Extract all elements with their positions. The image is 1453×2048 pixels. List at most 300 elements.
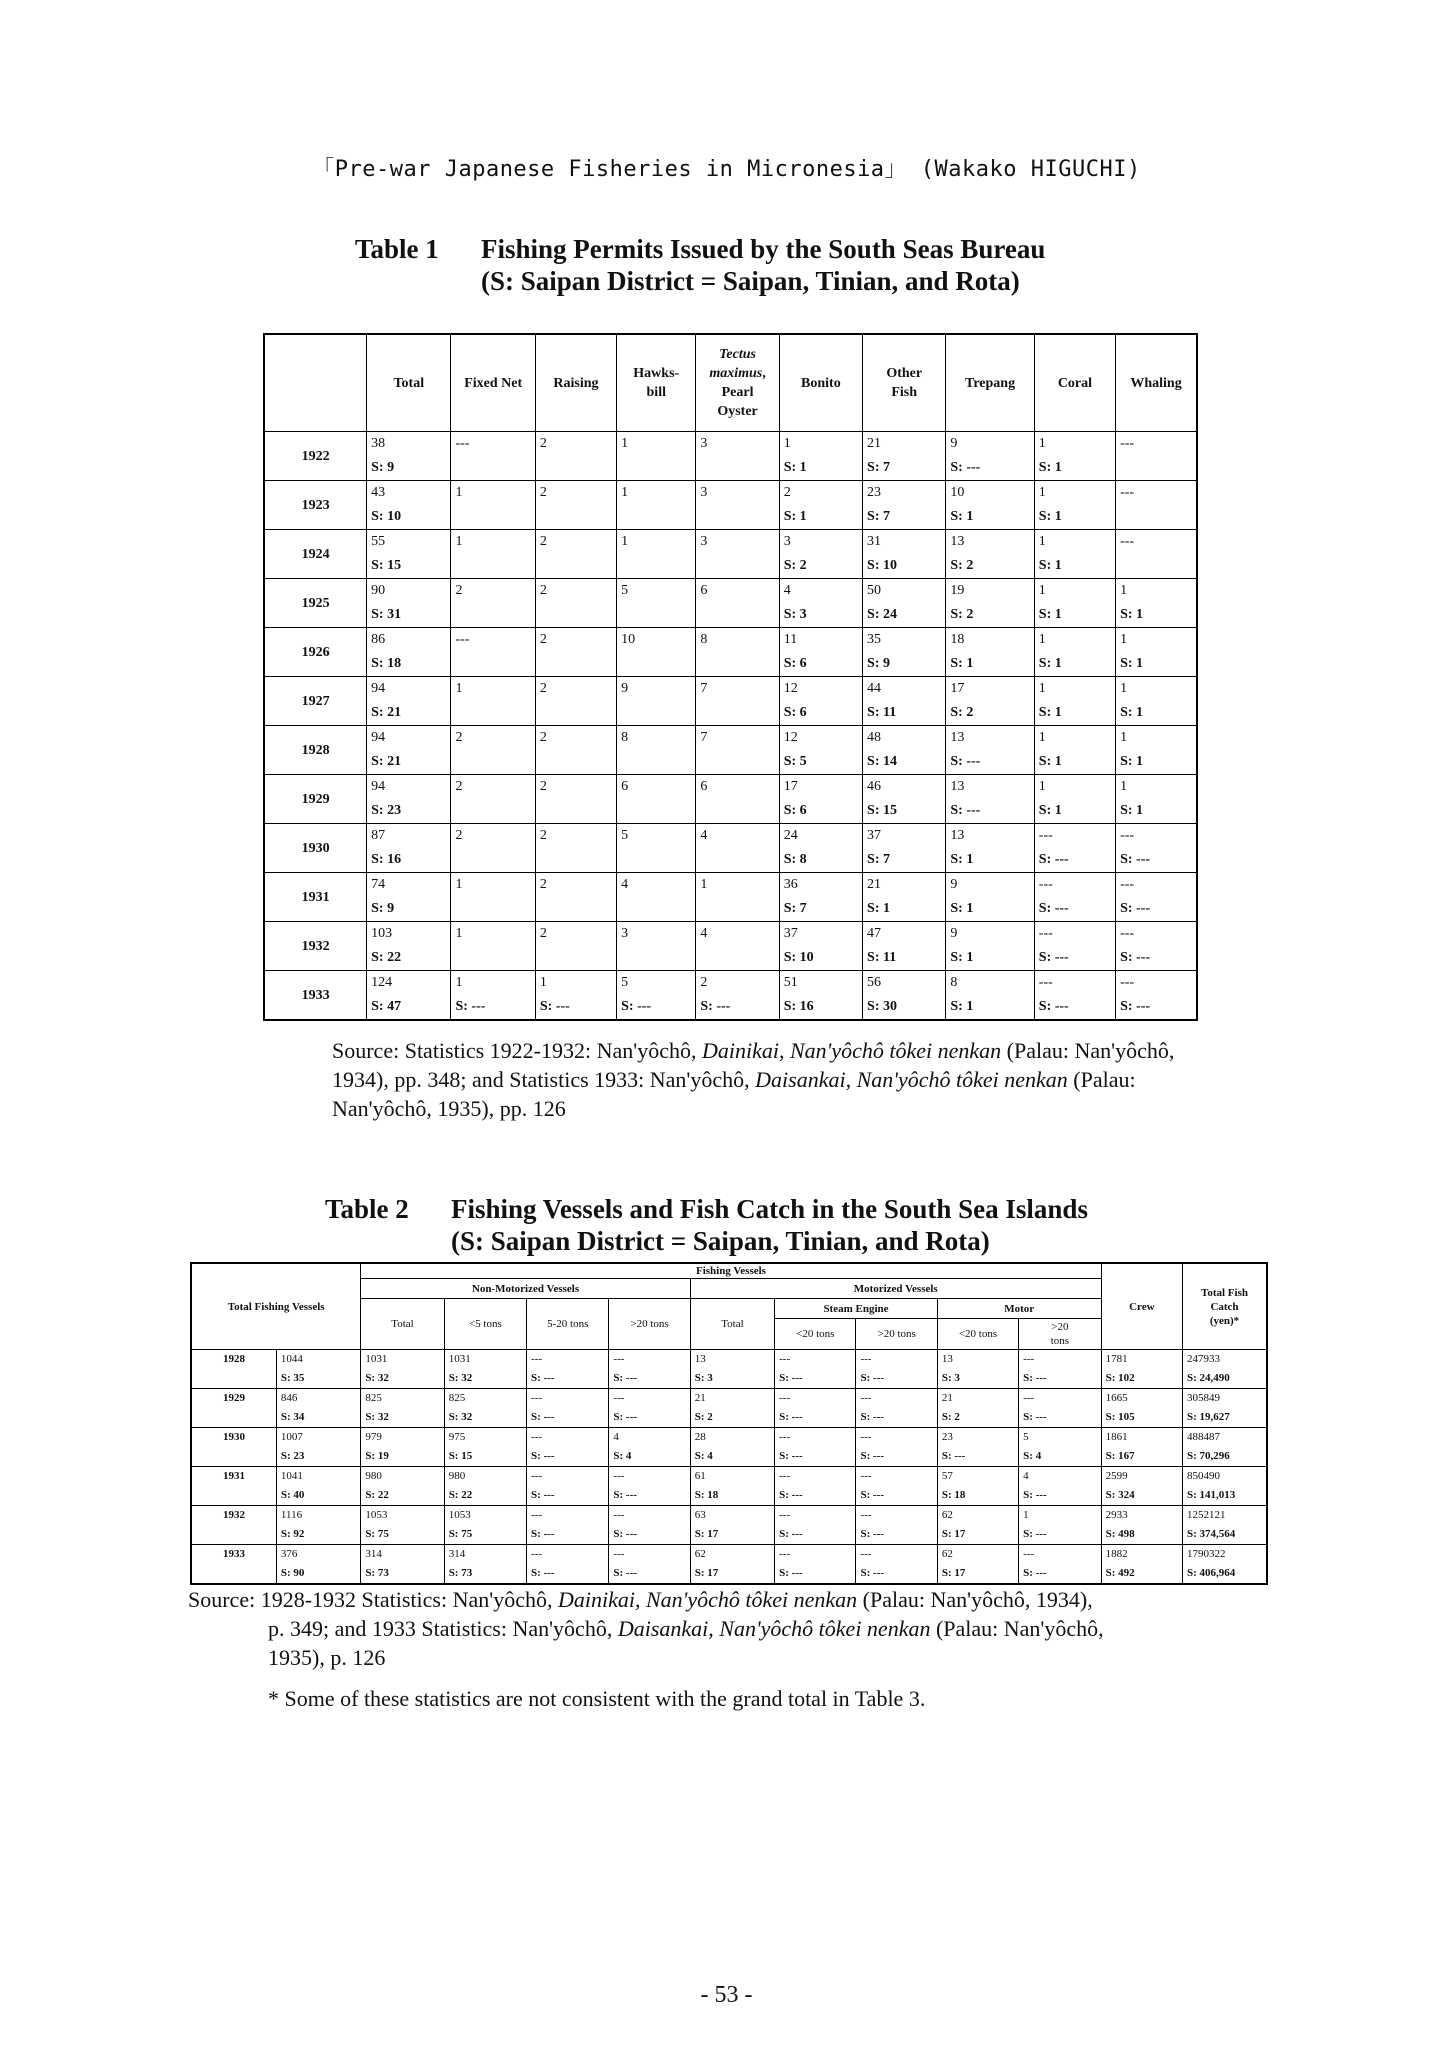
table1-cell-saipan: S: 16 xyxy=(367,848,451,873)
table2-cell: 4 xyxy=(609,1428,690,1448)
table1-cell-saipan xyxy=(1116,554,1197,579)
table2-cell: --- xyxy=(775,1467,856,1487)
table1-cell-saipan xyxy=(451,456,535,481)
table1-cell-saipan xyxy=(1116,456,1197,481)
table1-cell: 21 xyxy=(863,873,946,898)
table1-cell: 13 xyxy=(946,530,1034,555)
table2-cell: --- xyxy=(609,1545,690,1565)
table1-cell-saipan xyxy=(696,505,779,530)
table2-subtitle: (S: Saipan District = Saipan, Tinian, and Rota) xyxy=(451,1226,990,1256)
table2-cell: 28 xyxy=(690,1428,774,1448)
table1-cell: 1 xyxy=(1034,579,1115,604)
table1-cell: 6 xyxy=(696,579,779,604)
table2-cell-saipan: S: 92 xyxy=(276,1525,360,1545)
table2-cell-saipan: S: --- xyxy=(856,1447,937,1467)
table1-cell-saipan: S: 31 xyxy=(367,603,451,628)
table1-header-row xyxy=(264,334,1197,432)
table2-col-total-fish-catch: Total Fish Catch (yen)* xyxy=(1182,1263,1267,1350)
table1-cell: 4 xyxy=(696,824,779,849)
table1-cell: 2 xyxy=(696,971,779,996)
table2-row xyxy=(191,1467,1267,1487)
table1-cell-saipan: S: 1 xyxy=(946,848,1034,873)
table1-cell: --- xyxy=(1034,824,1115,849)
table1-year-cell: 1925 xyxy=(264,579,367,628)
table1-cell-saipan xyxy=(451,946,535,971)
table1-cell-saipan xyxy=(451,652,535,677)
table2-cell: 23 xyxy=(937,1428,1018,1448)
table1-cell: 50 xyxy=(863,579,946,604)
table1-cell: 2 xyxy=(535,677,616,702)
table2-cell: --- xyxy=(527,1428,609,1448)
table2-cell-saipan: S: --- xyxy=(609,1408,690,1428)
table1-cell-saipan xyxy=(535,848,616,873)
table2-cell-saipan: S: --- xyxy=(775,1564,856,1584)
table2-row-saipan xyxy=(191,1564,1267,1584)
table1-cell-saipan xyxy=(617,897,696,922)
table1-cell: 38 xyxy=(367,432,451,457)
table2-cell: --- xyxy=(856,1467,937,1487)
table2-cell: 61 xyxy=(690,1467,774,1487)
table2-cell: --- xyxy=(856,1506,937,1526)
table1-col-raising: Raising xyxy=(535,334,616,432)
table1-cell: 1 xyxy=(617,530,696,555)
table1-cell: 90 xyxy=(367,579,451,604)
table1-caption xyxy=(0,233,1453,297)
table2-caption xyxy=(0,1193,1453,1257)
table1-cell-saipan: S: 1 xyxy=(1034,750,1115,775)
table1-cell-saipan: S: 11 xyxy=(863,946,946,971)
table2-cell: --- xyxy=(1019,1389,1101,1409)
table2-cell: --- xyxy=(609,1389,690,1409)
table1-cell: 103 xyxy=(367,922,451,947)
table1-cell: 87 xyxy=(367,824,451,849)
table2-title: Fishing Vessels and Fish Catch in the South Sea Islands xyxy=(451,1194,1088,1224)
table1-cell-saipan: S: --- xyxy=(946,799,1034,824)
table1-cell: 31 xyxy=(863,530,946,555)
table1-cell: 2 xyxy=(535,873,616,898)
table1-cell: 1 xyxy=(617,481,696,506)
table1-cell-saipan: S: 9 xyxy=(367,456,451,481)
table1-cell-saipan xyxy=(451,848,535,873)
table1-cell: 1 xyxy=(1116,579,1197,604)
table2-cell: 979 xyxy=(361,1428,444,1448)
table1-cell: 1 xyxy=(1034,726,1115,751)
table1-cell: 94 xyxy=(367,677,451,702)
table1-cell: 1 xyxy=(451,971,535,996)
table2-cell-saipan: S: 19,627 xyxy=(1182,1408,1267,1428)
table2-cell-saipan: S: --- xyxy=(1019,1564,1101,1584)
table1-row xyxy=(264,873,1197,898)
table1-cell-saipan xyxy=(617,946,696,971)
table2-cell: 980 xyxy=(444,1467,526,1487)
table2-cell: 57 xyxy=(937,1467,1018,1487)
table1-year-cell: 1928 xyxy=(264,726,367,775)
table1-col-whaling: Whaling xyxy=(1116,334,1197,432)
table1-cell: --- xyxy=(1116,824,1197,849)
table2-cell-saipan: S: --- xyxy=(527,1525,609,1545)
table1-cell: 1 xyxy=(696,873,779,898)
table1-cell: 2 xyxy=(535,726,616,751)
table1-cell-saipan: S: 1 xyxy=(1034,652,1115,677)
table1-cell-saipan: S: 9 xyxy=(863,652,946,677)
table1-cell: 1 xyxy=(451,481,535,506)
table2-cell-saipan: S: --- xyxy=(1019,1525,1101,1545)
table1-cell: 2 xyxy=(451,579,535,604)
table1-cell-saipan xyxy=(451,750,535,775)
table1-cell-saipan xyxy=(696,652,779,677)
table2-year-cell: 1932 xyxy=(191,1506,276,1545)
table1-cell-saipan: S: 1 xyxy=(946,897,1034,922)
table1-cell-saipan: S: --- xyxy=(451,995,535,1020)
table2-cell-saipan: S: 4 xyxy=(1019,1447,1101,1467)
table1-cell-saipan xyxy=(617,456,696,481)
table1-cell-saipan: S: 18 xyxy=(367,652,451,677)
table1-cell-saipan xyxy=(535,652,616,677)
table1-cell-saipan: S: 16 xyxy=(779,995,862,1020)
table1-row-saipan xyxy=(264,897,1197,922)
table1-cell: 1 xyxy=(451,530,535,555)
table1-cell: 6 xyxy=(617,775,696,800)
table1-cell-saipan xyxy=(696,554,779,579)
table1-cell-saipan: S: --- xyxy=(1116,897,1197,922)
table1-cell-saipan: S: 15 xyxy=(367,554,451,579)
table2-cell-saipan: S: --- xyxy=(937,1447,1018,1467)
table1-row-saipan xyxy=(264,848,1197,873)
table2-cell-saipan: S: --- xyxy=(527,1408,609,1428)
table1 xyxy=(263,333,1198,1021)
table1-cell: 1 xyxy=(451,677,535,702)
table2-cell-saipan: S: 22 xyxy=(361,1486,444,1506)
table2-cell-saipan: S: 22 xyxy=(444,1486,526,1506)
table2-cell-saipan: S: 17 xyxy=(690,1525,774,1545)
table2-cell: 13 xyxy=(937,1350,1018,1370)
table2-cell-saipan: S: 17 xyxy=(937,1564,1018,1584)
table1-row-saipan xyxy=(264,701,1197,726)
table1-cell: 9 xyxy=(946,873,1034,898)
table1-cell-saipan: S: 1 xyxy=(1034,505,1115,530)
table1-cell-saipan xyxy=(535,456,616,481)
table1-cell: 8 xyxy=(696,628,779,653)
table1-cell: 12 xyxy=(779,726,862,751)
table2-cell-saipan: S: 32 xyxy=(361,1369,444,1389)
table1-cell-saipan: S: 1 xyxy=(1034,554,1115,579)
table1-cell: 13 xyxy=(946,824,1034,849)
table2-cell: 1053 xyxy=(361,1506,444,1526)
table2-cell-saipan: S: 17 xyxy=(690,1564,774,1584)
table1-cell: 1 xyxy=(779,432,862,457)
table1-cell: 1 xyxy=(451,873,535,898)
table1-cell-saipan xyxy=(451,799,535,824)
table1-cell-saipan: S: 10 xyxy=(863,554,946,579)
table1-cell-saipan: S: --- xyxy=(617,995,696,1020)
table2-cell-saipan: S: 73 xyxy=(444,1564,526,1584)
table1-cell: 4 xyxy=(617,873,696,898)
table2-cell: 314 xyxy=(361,1545,444,1565)
table2-cell-saipan: S: 18 xyxy=(937,1486,1018,1506)
table2-cell: 1031 xyxy=(444,1350,526,1370)
table1-label: Table 1 xyxy=(355,234,439,264)
table2-cell: 1041 xyxy=(276,1467,360,1487)
table1-row-saipan xyxy=(264,750,1197,775)
table2-cell: 1031 xyxy=(361,1350,444,1370)
table1-col-coral: Coral xyxy=(1034,334,1115,432)
table2-cell: --- xyxy=(856,1350,937,1370)
table1-cell-saipan xyxy=(451,505,535,530)
table1-cell: --- xyxy=(1116,873,1197,898)
table1-cell-saipan: S: --- xyxy=(1116,946,1197,971)
table2-cell: 4 xyxy=(1019,1467,1101,1487)
table2-cell-saipan: S: 32 xyxy=(361,1408,444,1428)
table1-cell-saipan xyxy=(535,554,616,579)
table1-cell-saipan: S: 10 xyxy=(779,946,862,971)
table1-col-total: Total xyxy=(367,334,451,432)
table2-source: Source: 1928-1932 Statistics: Nan'yôchô, Dainikai, Nan'yôchô tôkei nenkan (Palau: Nan'yôchô, 1934), p. 349; and 1933 Statistics: Nan'yôchô, Daisankai, Nan'yôchô tôkei nenkan (Palau: Nan'yôchô, 1935), p. 126 * Some of these statistics are not consistent with the grand total in Table 3. xyxy=(188,1587,1104,1711)
table1-row-saipan xyxy=(264,554,1197,579)
table2-cell: 13 xyxy=(690,1350,774,1370)
table1-year-cell: 1923 xyxy=(264,481,367,530)
table2-cell-saipan: S: --- xyxy=(775,1408,856,1428)
table1-cell-saipan: S: 1 xyxy=(1116,652,1197,677)
table1-cell-saipan xyxy=(535,799,616,824)
table1-cell-saipan: S: 21 xyxy=(367,701,451,726)
table1-row xyxy=(264,481,1197,506)
table1-cell-saipan xyxy=(535,946,616,971)
table1-cell-saipan xyxy=(451,701,535,726)
table1-cell: 47 xyxy=(863,922,946,947)
table1-cell: 1 xyxy=(1116,726,1197,751)
table1-cell-saipan: S: --- xyxy=(1116,848,1197,873)
table1-cell-saipan: S: 24 xyxy=(863,603,946,628)
table2-cell-saipan: S: --- xyxy=(1019,1408,1101,1428)
table1-cell-saipan: S: 7 xyxy=(863,848,946,873)
table1-row-saipan xyxy=(264,505,1197,530)
table1-corner xyxy=(264,334,367,432)
table1-cell: 2 xyxy=(535,579,616,604)
table2-cell: 1665 xyxy=(1101,1389,1182,1409)
table2-row xyxy=(191,1506,1267,1526)
table2-cell: --- xyxy=(775,1350,856,1370)
table2-cell-saipan: S: --- xyxy=(527,1369,609,1389)
table1-cell-saipan: S: 15 xyxy=(863,799,946,824)
table1-cell: 21 xyxy=(863,432,946,457)
table1-row xyxy=(264,530,1197,555)
table1-cell-saipan: S: 2 xyxy=(946,554,1034,579)
page-number: - 53 - xyxy=(700,1982,753,2008)
table1-cell-saipan xyxy=(1116,505,1197,530)
table1-cell: 18 xyxy=(946,628,1034,653)
table2-cell-saipan: S: --- xyxy=(527,1486,609,1506)
table1-cell: 5 xyxy=(617,824,696,849)
table1-cell: --- xyxy=(1034,971,1115,996)
table1-cell: 36 xyxy=(779,873,862,898)
table1-cell-saipan xyxy=(696,897,779,922)
table1-cell-saipan: S: 6 xyxy=(779,701,862,726)
table1-year-cell: 1931 xyxy=(264,873,367,922)
table1-row-saipan xyxy=(264,995,1197,1020)
table2-cell-saipan: S: 32 xyxy=(444,1369,526,1389)
table2-cell: 980 xyxy=(361,1467,444,1487)
table1-cell: 4 xyxy=(696,922,779,947)
table2-cell-saipan: S: --- xyxy=(527,1564,609,1584)
table2-col-m-total: Total xyxy=(690,1299,774,1350)
table2-cell: --- xyxy=(775,1389,856,1409)
table1-cell: 2 xyxy=(451,824,535,849)
table1-cell: 13 xyxy=(946,775,1034,800)
table2-cell: --- xyxy=(527,1389,609,1409)
table1-row xyxy=(264,432,1197,457)
table1-cell-saipan: S: 5 xyxy=(779,750,862,775)
table2-cell-saipan: S: 34 xyxy=(276,1408,360,1428)
table2-cell-saipan: S: 70,296 xyxy=(1182,1447,1267,1467)
table1-cell: 11 xyxy=(779,628,862,653)
table2-year-cell: 1931 xyxy=(191,1467,276,1506)
table1-cell: --- xyxy=(1116,971,1197,996)
table1-cell: 56 xyxy=(863,971,946,996)
table1-cell-saipan: S: 7 xyxy=(863,505,946,530)
table1-col-fixed-net: Fixed Net xyxy=(451,334,535,432)
table2-col-5-20: 5-20 tons xyxy=(527,1299,609,1350)
table2-cell-saipan: S: 75 xyxy=(444,1525,526,1545)
table1-cell: 1 xyxy=(1116,628,1197,653)
table2-cell-saipan: S: 492 xyxy=(1101,1564,1182,1584)
table1-cell: 2 xyxy=(535,628,616,653)
table2-cell: --- xyxy=(527,1350,609,1370)
table1-cell: 12 xyxy=(779,677,862,702)
table1-cell: 1 xyxy=(1034,677,1115,702)
table2-cell-saipan: S: --- xyxy=(775,1525,856,1545)
table2-cell-saipan: S: 324 xyxy=(1101,1486,1182,1506)
table1-cell-saipan: S: 1 xyxy=(1116,750,1197,775)
table1-cell: 46 xyxy=(863,775,946,800)
table1-row-saipan xyxy=(264,946,1197,971)
table2-row-saipan xyxy=(191,1486,1267,1506)
table1-cell: 1 xyxy=(1034,628,1115,653)
table1-cell: 3 xyxy=(696,530,779,555)
table1-row-saipan xyxy=(264,799,1197,824)
table2-cell-saipan: S: 19 xyxy=(361,1447,444,1467)
table1-cell: 8 xyxy=(946,971,1034,996)
table2-cell-saipan: S: --- xyxy=(775,1447,856,1467)
table2-cell: 21 xyxy=(690,1389,774,1409)
table1-cell: 3 xyxy=(617,922,696,947)
table1-year-cell: 1930 xyxy=(264,824,367,873)
table1-cell-saipan: S: 22 xyxy=(367,946,451,971)
table2-cell: 1007 xyxy=(276,1428,360,1448)
table2-cell-saipan: S: --- xyxy=(856,1369,937,1389)
table2-col-lt5: <5 tons xyxy=(444,1299,526,1350)
table1-cell: 1 xyxy=(535,971,616,996)
table1-cell-saipan: S: 6 xyxy=(779,799,862,824)
table2-cell: 1 xyxy=(1019,1506,1101,1526)
table1-cell: 2 xyxy=(535,824,616,849)
table1-cell: 3 xyxy=(696,432,779,457)
table2-cell-saipan: S: --- xyxy=(609,1486,690,1506)
table2-cell-saipan: S: 102 xyxy=(1101,1369,1182,1389)
table1-year-cell: 1922 xyxy=(264,432,367,481)
table1-cell-saipan: S: 1 xyxy=(1116,701,1197,726)
table2-cell: 975 xyxy=(444,1428,526,1448)
table1-cell-saipan: S: --- xyxy=(1034,848,1115,873)
table2-col-fishing-vessels: Fishing Vessels xyxy=(361,1263,1101,1279)
table1-cell: 1 xyxy=(1116,677,1197,702)
table2-cell: 488487 xyxy=(1182,1428,1267,1448)
table1-cell: 37 xyxy=(863,824,946,849)
table1-cell-saipan xyxy=(535,505,616,530)
table2-cell-saipan: S: 3 xyxy=(690,1369,774,1389)
table2-cell: 62 xyxy=(937,1545,1018,1565)
table1-year-cell: 1924 xyxy=(264,530,367,579)
table2-cell: 1044 xyxy=(276,1350,360,1370)
table1-cell-saipan: S: 30 xyxy=(863,995,946,1020)
table1-cell-saipan: S: 7 xyxy=(863,456,946,481)
table1-cell-saipan xyxy=(696,750,779,775)
table1-cell: 2 xyxy=(535,775,616,800)
table2-cell-saipan: S: 17 xyxy=(937,1525,1018,1545)
table1-cell: 51 xyxy=(779,971,862,996)
table1-year-cell: 1927 xyxy=(264,677,367,726)
table1-cell-saipan xyxy=(696,603,779,628)
table1-cell: --- xyxy=(1116,922,1197,947)
table1-cell: 2 xyxy=(451,775,535,800)
table2-cell-saipan: S: --- xyxy=(609,1369,690,1389)
table1-cell: 1 xyxy=(1034,481,1115,506)
table2-cell-saipan: S: --- xyxy=(856,1525,937,1545)
table1-cell-saipan: S: --- xyxy=(1034,995,1115,1020)
table1-cell-saipan: S: 2 xyxy=(779,554,862,579)
table2-cell-saipan: S: 374,564 xyxy=(1182,1525,1267,1545)
table1-cell-saipan xyxy=(696,848,779,873)
table1-cell-saipan xyxy=(696,946,779,971)
table2-cell: 376 xyxy=(276,1545,360,1565)
table2-cell: --- xyxy=(527,1467,609,1487)
table1-cell-saipan: S: 9 xyxy=(367,897,451,922)
table2-cell-saipan: S: 105 xyxy=(1101,1408,1182,1428)
table2-year-cell: 1930 xyxy=(191,1428,276,1467)
table1-cell-saipan: S: 1 xyxy=(779,456,862,481)
table1-row xyxy=(264,677,1197,702)
table1-cell-saipan: S: --- xyxy=(1034,946,1115,971)
table2-row-saipan xyxy=(191,1525,1267,1545)
table2-col-motorized: Motorized Vessels xyxy=(690,1279,1101,1299)
table2-cell: 21 xyxy=(937,1389,1018,1409)
table1-cell-saipan xyxy=(535,897,616,922)
table2-cell: --- xyxy=(1019,1545,1101,1565)
table2-cell: 1790322 xyxy=(1182,1545,1267,1565)
table1-cell-saipan xyxy=(535,750,616,775)
table1-row xyxy=(264,579,1197,604)
table1-cell-saipan: S: 21 xyxy=(367,750,451,775)
table1-cell: 23 xyxy=(863,481,946,506)
table1-cell: 3 xyxy=(696,481,779,506)
table2-col-steam-gt20: >20 tons xyxy=(856,1319,937,1350)
table2-cell: 825 xyxy=(361,1389,444,1409)
table1-cell-saipan xyxy=(696,701,779,726)
table2-cell: 247933 xyxy=(1182,1350,1267,1370)
table2-cell: --- xyxy=(609,1506,690,1526)
table1-cell-saipan xyxy=(617,799,696,824)
table1-cell-saipan: S: 1 xyxy=(946,505,1034,530)
table1-col-tectus: Tectus maximus, Pearl Oyster xyxy=(696,334,779,432)
table2-year-cell: 1929 xyxy=(191,1389,276,1428)
table2-row xyxy=(191,1350,1267,1370)
table1-cell-saipan: S: 1 xyxy=(779,505,862,530)
table1-cell: 44 xyxy=(863,677,946,702)
table1-cell: --- xyxy=(1034,922,1115,947)
table1-cell-saipan: S: 1 xyxy=(946,652,1034,677)
table2-cell: 850490 xyxy=(1182,1467,1267,1487)
table2-cell-saipan: S: 406,964 xyxy=(1182,1564,1267,1584)
table2-row-saipan xyxy=(191,1408,1267,1428)
